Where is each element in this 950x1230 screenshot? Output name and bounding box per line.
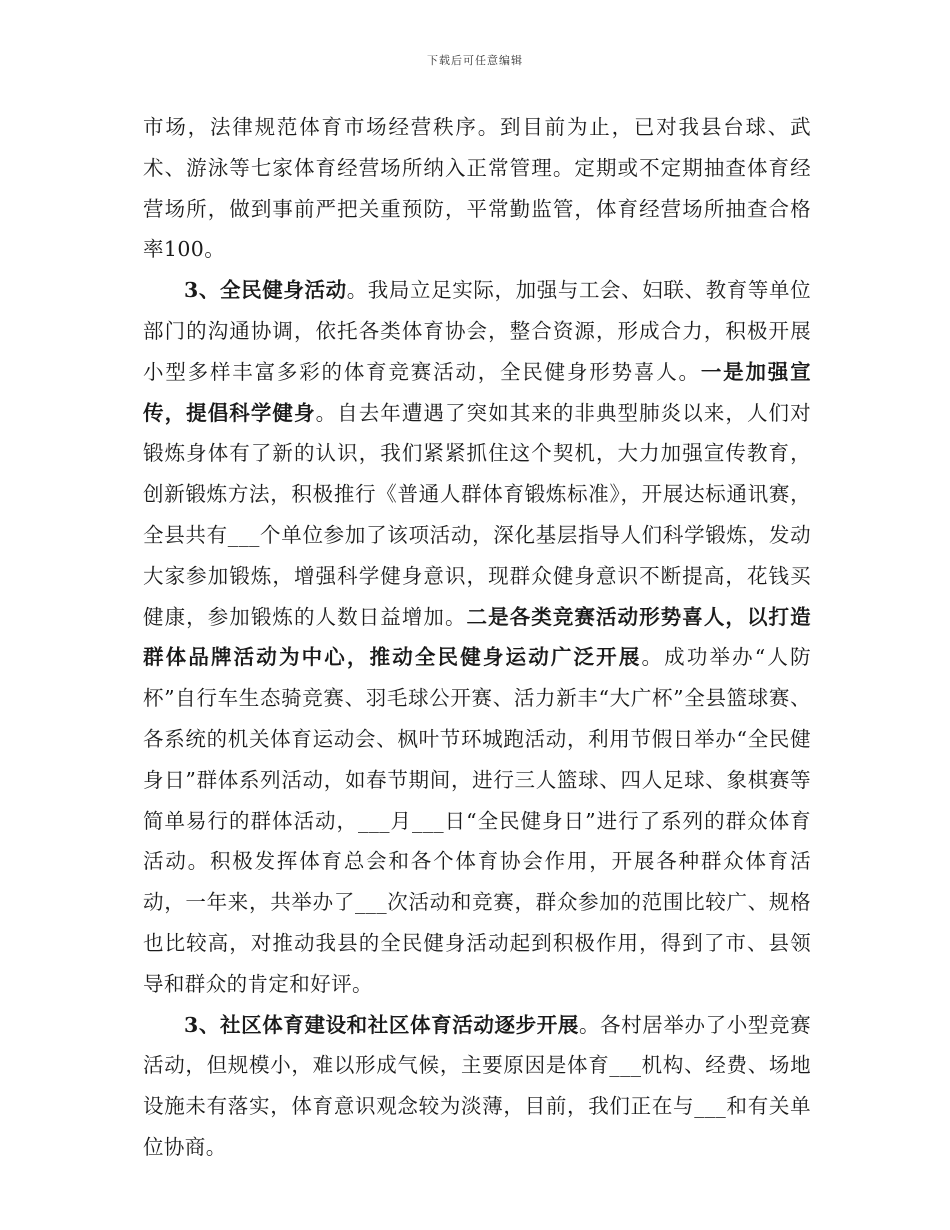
paragraph-text: 。成功举办“人防杯”自行车生态骑竞赛、羽毛球公开赛、活力新丰“大广杯”全县篮球赛、各系统的机关体育运动会、枫叶节环城跑活动，利用节假日举办“全民健身日”群体系列活动，如春节期间，进行三人篮球、四人足球、象棋赛等简单易行的群体活动，___月___日“全民健身日”进行了系列的群众体育活动。积极发挥体育总会和各个体育协会作用，开展各种群众体育活动，一年来，共举办了___次活动和竞赛，群众参加的范围比较广、规格也比较高，对推动我县的全民健身活动起到积极作用，得到了市、县领导和群众的肯定和好评。 — [143, 645, 811, 996]
paragraph-fitness-activities — [143, 270, 811, 1004]
section-heading: 3、全民健身活动 — [184, 278, 347, 303]
page-header: 下载后可任意编辑 — [427, 54, 523, 67]
paragraph-text: 。各村居举办了小型竞赛活动，但规模小，难以形成气候，主要原因是体育___机构、经费、场地设施未有落实，体育意识观念较为淡薄，目前，我们正在与___和有关单位协商。 — [143, 1012, 811, 1159]
subheading-publicity: 一是加强宣传，提倡科学健身 — [143, 359, 811, 425]
subheading-competitions: 二是各类竞赛活动形势喜人，以打造群体品牌活动为中心，推动全民健身运动广泛开展 — [143, 604, 811, 670]
paragraph-market-management — [143, 107, 811, 270]
document-body — [143, 107, 811, 1168]
section-heading: 3、社区体育建设和社区体育活动逐步开展 — [184, 1012, 579, 1037]
paragraph-community-sports — [143, 1005, 811, 1168]
paragraph-text: 。自去年遭遇了突如其来的非典型肺炎以来，人们对锻炼身体有了新的认识，我们紧紧抓住这个契机，大力加强宣传教育，创新锻炼方法，积极推行《普通人群体育锻炼标准》，开展达标通讯赛，全县共有___个单位参加了该项活动，深化基层指导人们科学锻炼，发动大家参加锻炼，增强科学健身意识，现群众健身意识不断提高，花钱买健康，参加锻炼的人数日益增加。 — [143, 400, 811, 629]
paragraph-text: 市场，法律规范体育市场经营秩序。到目前为止，已对我县台球、武术、游泳等七家体育经营场所纳入正常管理。定期或不定期抽查体育经营场所，做到事前严把关重预防，平常勤监管，体育经营场所抽查合格率100。 — [143, 115, 811, 262]
paragraph-text: 。我局立足实际，加强与工会、妇联、教育等单位部门的沟通协调，依托各类体育协会，整合资源，形成合力，积极开展小型多样丰富多彩的体育竞赛活动，全民健身形势喜人。 — [143, 278, 811, 384]
